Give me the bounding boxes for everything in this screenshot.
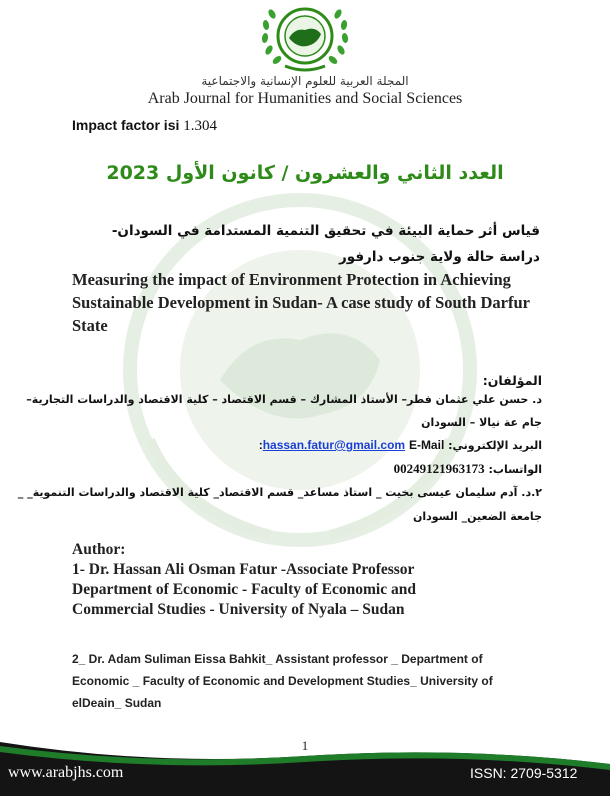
- author2-arabic-line2: جامعة الضعين_ السودان: [412, 510, 542, 523]
- journal-name-arabic: المجلة العربية للعلوم الإنسانية والاجتماعية: [201, 74, 409, 88]
- author1-english-line2: Department of Economic - Faculty of Economic and: [72, 581, 416, 598]
- author1-arabic-line1: د. حسن علي عثمان فطر– الأستاذ المشارك – قسم الاقتصاد – كلية الاقتصاد والدراسات التجارية–: [26, 393, 542, 406]
- author2-english-line3: elDeain_ Sudan: [72, 696, 162, 710]
- email-row: [259, 438, 542, 452]
- issn-label: ISSN: 2709-5312: [470, 765, 578, 781]
- authors-heading-arabic: المؤلفان:: [482, 373, 542, 388]
- whatsapp-label: الواتساب:: [488, 463, 542, 476]
- paper-title-english: Measuring the impact of Environment Protection in Achieving Sustainable Development in Sudan- A case study of South Darfur State: [72, 270, 530, 335]
- journal-name-english: Arab Journal for Humanities and Social Sciences: [147, 90, 463, 107]
- email-label-english: E-Mail:: [258, 438, 445, 452]
- author1-english-line3: Commercial Studies - University of Nyala – Sudan: [72, 601, 405, 618]
- impact-factor-label: Impact factor isi: [72, 117, 180, 133]
- email-label-arabic: البريد الإلكتروني:: [448, 439, 542, 452]
- authors-heading-english: Author:: [72, 541, 126, 558]
- impact-factor-value: 1.304: [183, 118, 218, 134]
- issue-heading: العدد الثاني والعشرون / كانون الأول 2023: [106, 162, 504, 184]
- impact-factor: [72, 117, 217, 135]
- whatsapp-row: [394, 461, 542, 477]
- author1-arabic-line2: جام عة نيالا – السودان: [421, 416, 542, 429]
- author2-english-line2: Economic _ Faculty of Economic and Development Studies_ University of: [72, 674, 493, 688]
- website-link[interactable]: www.arabjhs.com: [8, 764, 124, 781]
- author1-english-line1: 1- Dr. Hassan Ali Osman Fatur -Associate Professor: [72, 561, 415, 578]
- whatsapp-number: 00249121963173: [393, 461, 485, 476]
- journal-logo-icon: [255, 0, 355, 78]
- author2-english-line1: 2_ Dr. Adam Suliman Eissa Bahkit_ Assistant professor _ Department of: [72, 652, 483, 666]
- authors-english-block: [72, 540, 572, 620]
- author2-english-block: [72, 648, 542, 714]
- paper-title-arabic: قياس أثر حماية البيئة في تحقيق التنمية المستدامة في السودان- دراسة حالة ولاية جنوب دارفور: [111, 223, 540, 265]
- author2-arabic-line1: ٢.د. آدم سليمان عيسى بخيت _ استاذ مساعد_ قسم الاقتصاد_ كلية الاقتصاد والدراسات التنموية_ _: [17, 486, 542, 499]
- author-email-link[interactable]: hassan.fatur@gmail.com: [262, 438, 406, 452]
- page-number: 1: [301, 738, 309, 753]
